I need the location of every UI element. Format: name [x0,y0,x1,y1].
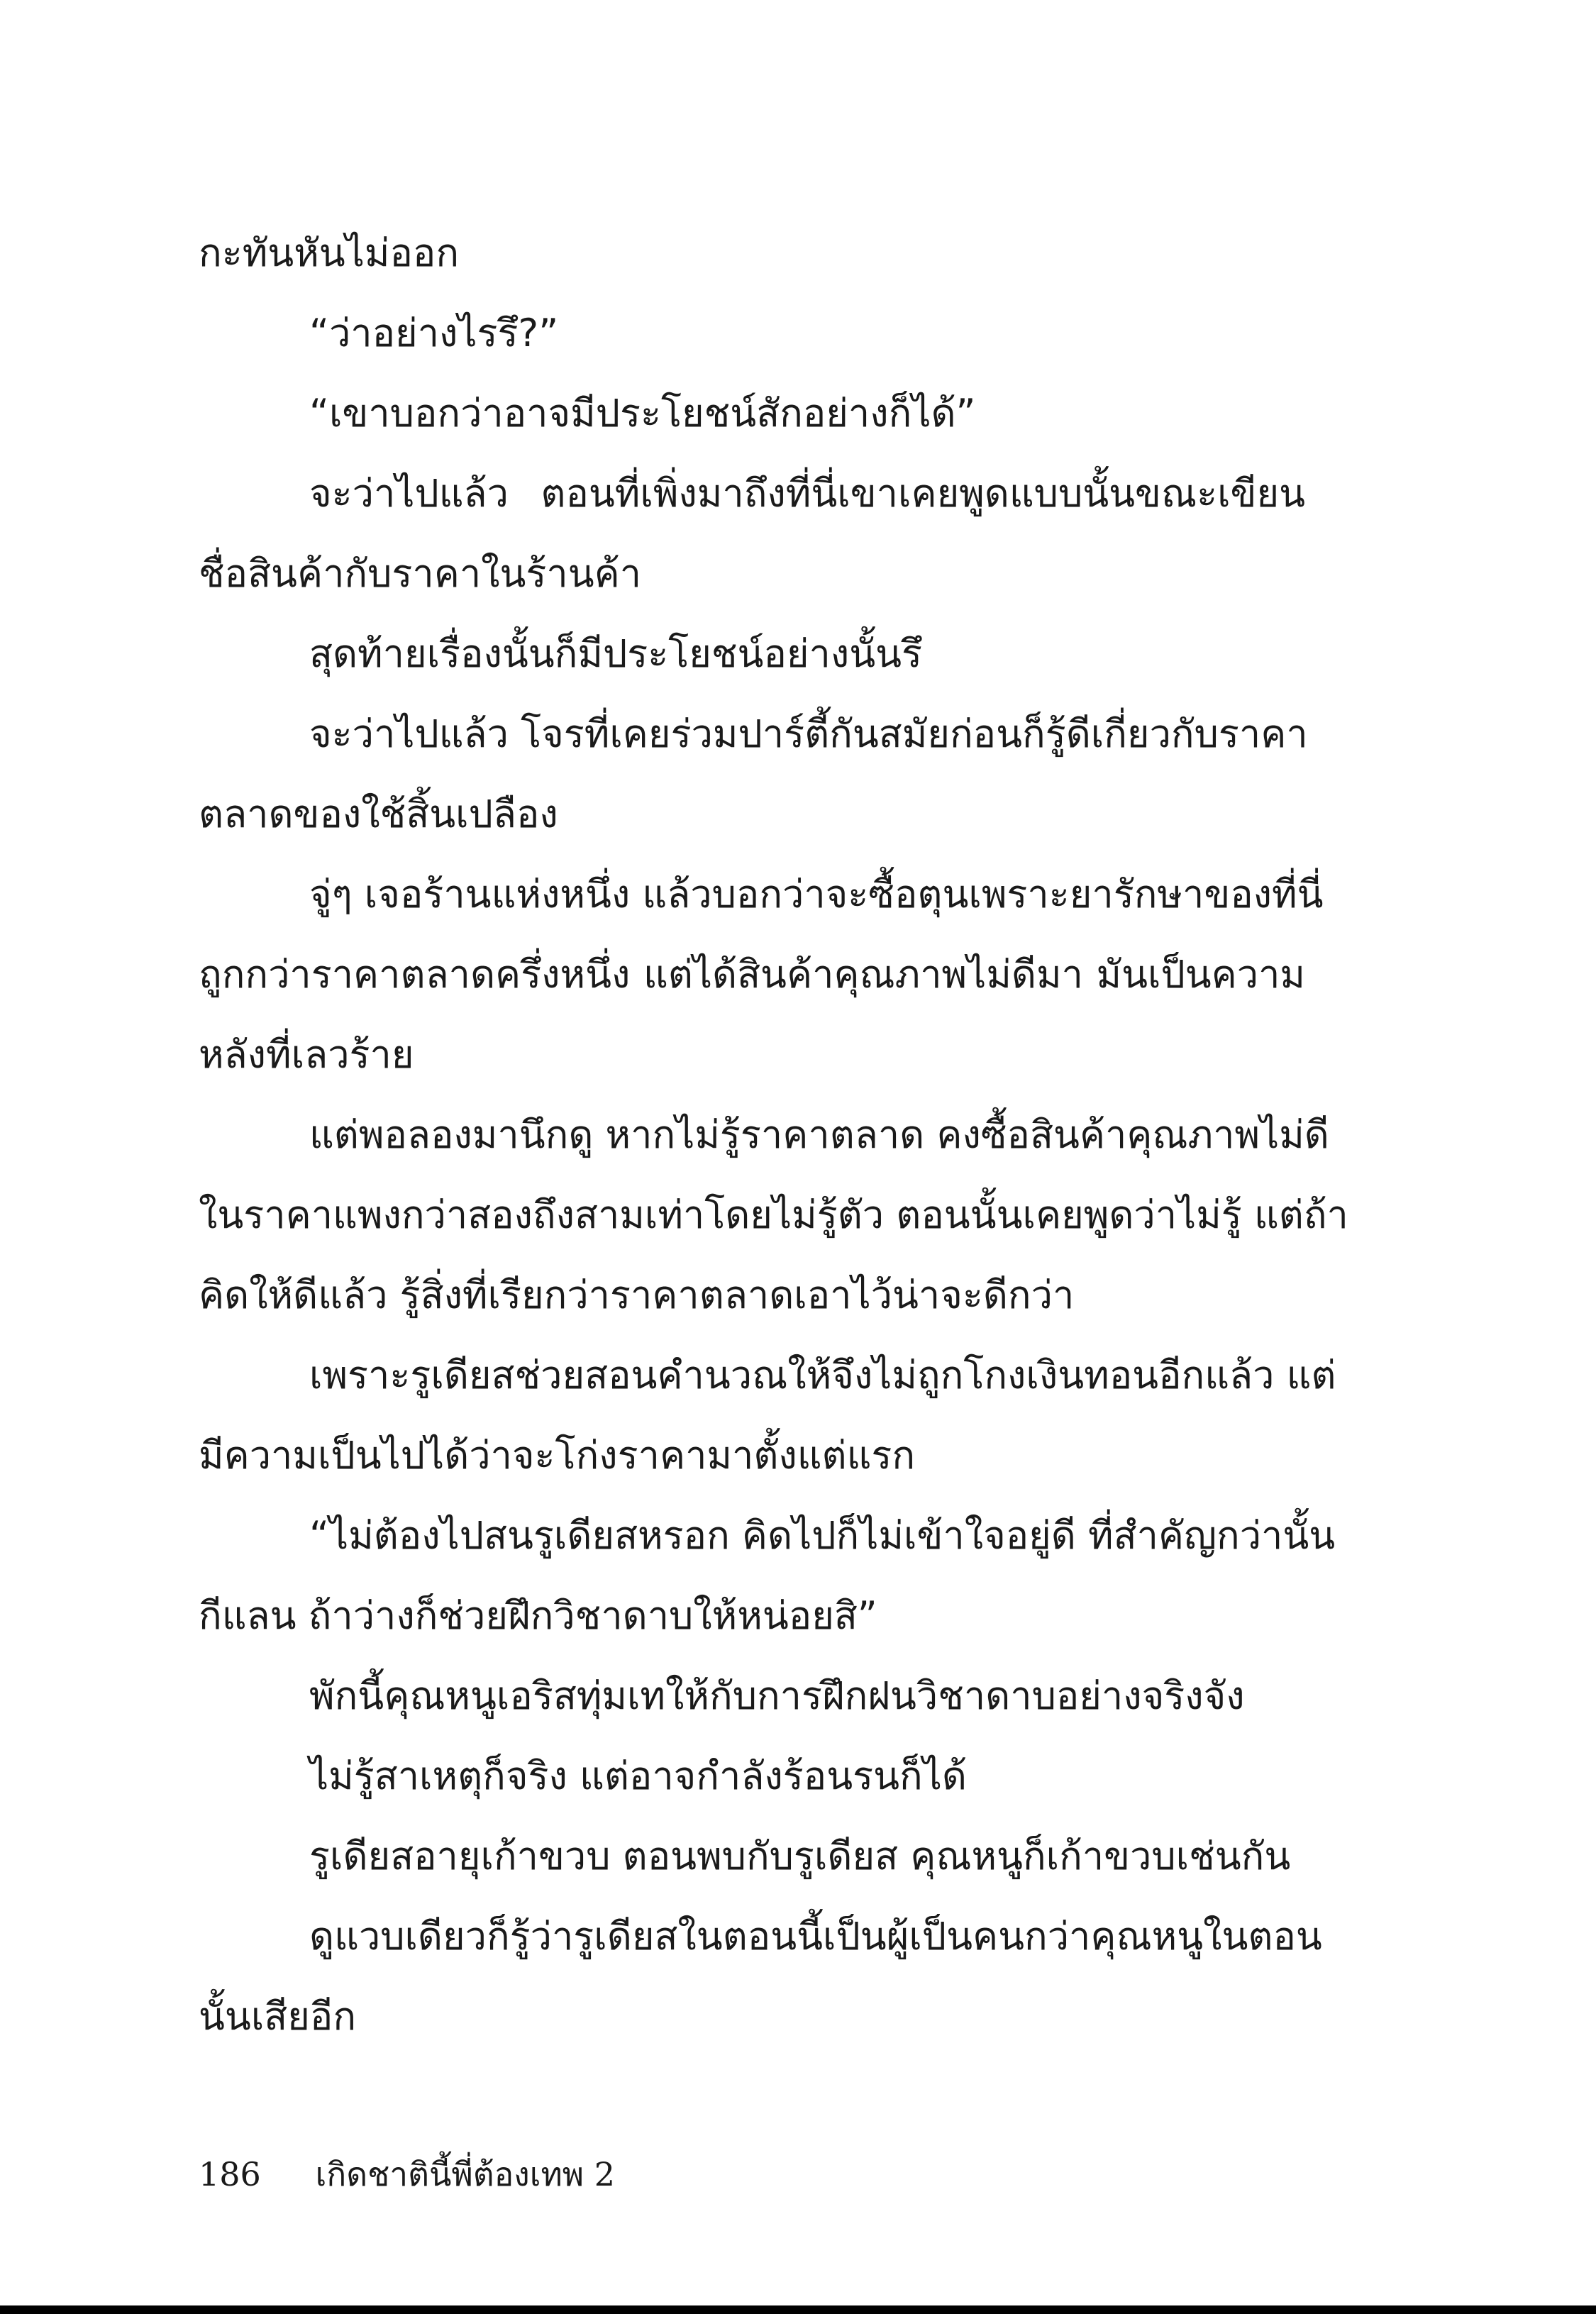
text-line: รูเดียสอายุเก้าขวบ ตอนพบกับรูเดียส คุณหนูก็เก้าขวบเช่นกัน [309,1834,1291,1878]
text-line: ไม่รู้สาเหตุก็จริง แต่อาจกำลังร้อนรนก็ได้ [309,1754,967,1798]
text-line: พักนี้คุณหนูเอริสทุ่มเทให้กับการฝึกฝนวิชาดาบอย่างจริงจัง [309,1673,1245,1718]
text-line: สุดท้ายเรื่องนั้นก็มีประโยชน์อย่างนั้นรึ [309,631,923,676]
text-line: เพราะรูเดียสช่วยสอนคำนวณให้จึงไม่ถูกโกงเงินทอนอีกแล้ว แต่ [309,1353,1336,1397]
text-line: แต่พอลองมานึกดู หากไม่รู้ราคาตลาด คงซื้อสินค้าคุณภาพไม่ดี [309,1112,1329,1157]
text-line: ดูแวบเดียวก็รู้ว่ารูเดียสในตอนนี้เป็นผู้เป็นคนกว่าคุณหนูในตอน [309,1914,1322,1959]
text-line: มีความเป็นไปได้ว่าจะโก่งราคามาตั้งแต่แรก [199,1433,916,1478]
text-line: จะว่าไปแล้ว โจรที่เคยร่วมปาร์ตี้กันสมัยก่อนก็รู้ดีเกี่ยวกับราคา [309,712,1308,756]
page-number: 186 [199,2155,261,2193]
text-line: หลังที่เลวร้าย [199,1032,414,1077]
text-line: ชื่อสินค้ากับราคาในร้านค้า [199,551,642,596]
text-line: ในราคาแพงกว่าสองถึงสามเท่าโดยไม่รู้ตัว ตอนนั้นเคยพูดว่าไม่รู้ แต่ถ้า [199,1192,1348,1237]
running-book-title: เกิดชาตินี้พี่ต้องเทพ 2 [315,2155,615,2193]
body-text [199,213,1348,2056]
text-line: คิดให้ดีแล้ว รู้สิ่งที่เรียกว่าราคาตลาดเอาไว้น่าจะดีกว่า [199,1273,1075,1317]
text-line: “ไม่ต้องไปสนรูเดียสหรอก คิดไปก็ไม่เข้าใจอยู่ดี ที่สำคัญกว่านั้น [309,1513,1336,1558]
text-line: “เขาบอกว่าอาจมีประโยชน์สักอย่างก็ได้” [309,391,976,436]
bottom-edge-rule [0,2305,1596,2314]
text-line: นั้นเสียอีก [199,1994,357,2039]
text-line: จะว่าไปแล้ว ตอนที่เพิ่งมาถึงที่นี่เขาเคยพูดแบบนั้นขณะเขียน [309,471,1305,516]
text-line: กะทันหันไม่ออก [199,231,460,275]
text-line: กีแลน ถ้าว่างก็ช่วยฝึกวิชาดาบให้หน่อยสิ” [199,1593,877,1638]
text-line: ถูกกว่าราคาตลาดครึ่งหนึ่ง แต่ได้สินค้าคุณภาพไม่ดีมา มันเป็นความ [199,952,1305,997]
page-footer [199,2149,615,2199]
text-line: ตลาดของใช้สิ้นเปลือง [199,792,558,836]
text-line: “ว่าอย่างไรรึ?” [309,311,559,355]
text-line: จู่ๆ เจอร้านแห่งหนึ่ง แล้วบอกว่าจะซื้อตุนเพราะยารักษาของที่นี่ [309,872,1324,917]
